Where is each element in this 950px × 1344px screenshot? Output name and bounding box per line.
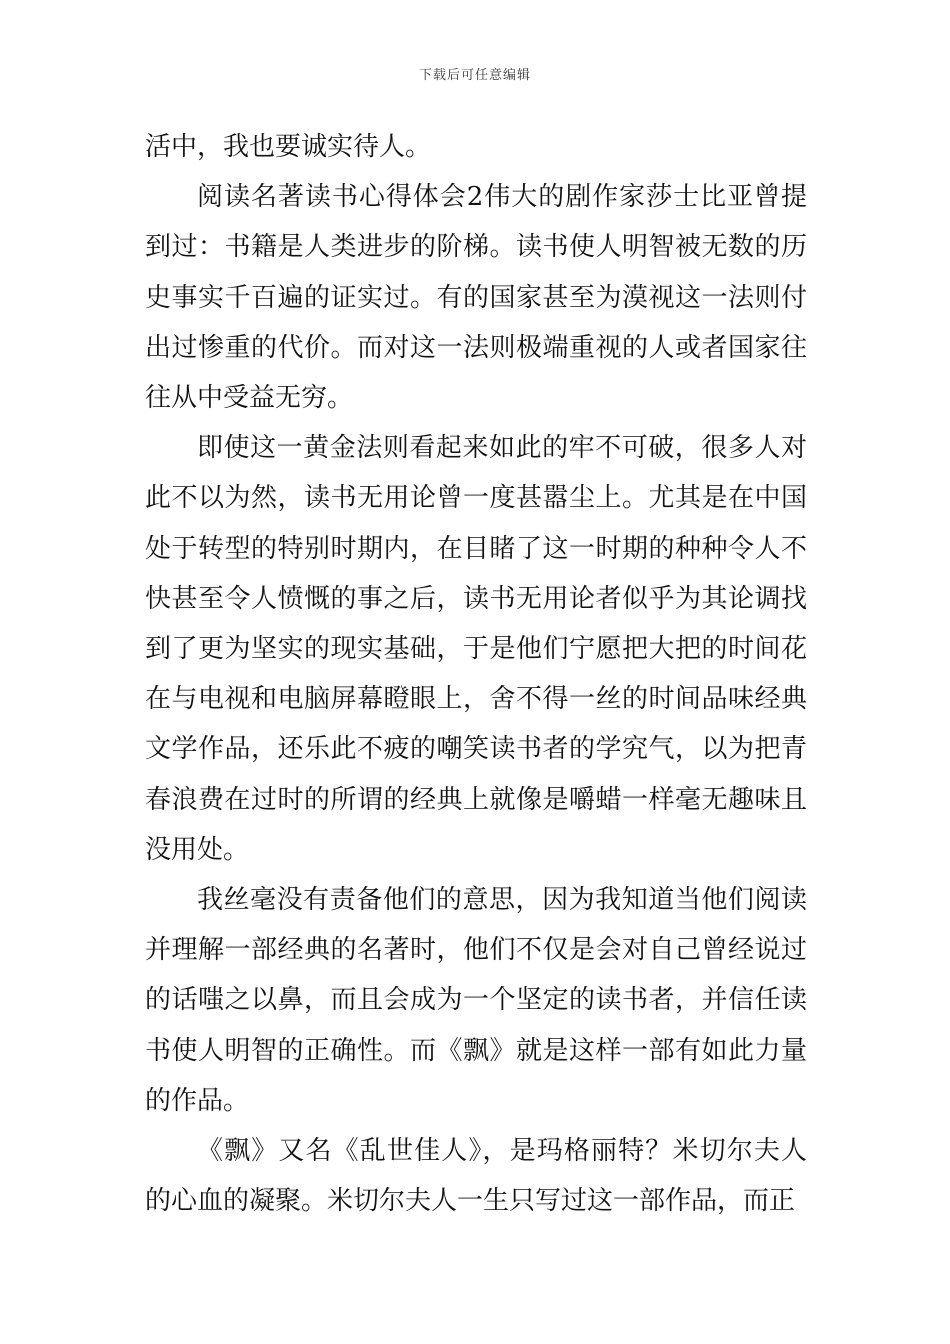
page-header: 下载后可任意编辑 [418, 68, 531, 83]
paragraph-5: 《飘》又名《乱世佳人》，是玛格丽特？米切尔夫人的心血的凝聚。米切尔夫人一生只写过这一部作品，而正 [145, 1136, 807, 1217]
paragraph-3: 即使这一黄金法则看起来如此的牢不可破，很多人对此不以为然，读书无用论曾一度甚嚣尘上。尤其是在中国处于转型的特别时期内，在目睹了这一时期的种种令人不快甚至令人愤慨的事之后，读书无用论者似乎为其论调找到了更为坚实的现实基础，于是他们宁愿把大把的时间花在与电视和电脑屏幕瞪眼上，舍不得一丝的时间品味经典文学作品，还乐此不疲的嘲笑读书者的学究气，以为把青春浪费在过时的所谓的经典上就像是嚼蜡一样毫无趣味且没用处。 [145, 433, 807, 865]
paragraph-1: 活中，我也要诚实待人。 [145, 132, 432, 162]
paragraph-4: 我丝毫没有责备他们的意思，因为我知道当他们阅读并理解一部经典的名著时，他们不仅是会对自己曾经说过的话嗤之以鼻，而且会成为一个坚定的读书者，并信任读书使人明智的正确性。而《飘》就是这样一部有如此力量的作品。 [145, 885, 807, 1116]
document-body [145, 122, 807, 1226]
paragraph-2: 阅读名著读书心得体会2伟大的剧作家莎士比亚曾提到过：书籍是人类进步的阶梯。读书使人明智被无数的历史事实千百遍的证实过。有的国家甚至为漠视这一法则付出过惨重的代价。而对这一法则极端重视的人或者国家往往从中受益无穷。 [145, 182, 807, 414]
